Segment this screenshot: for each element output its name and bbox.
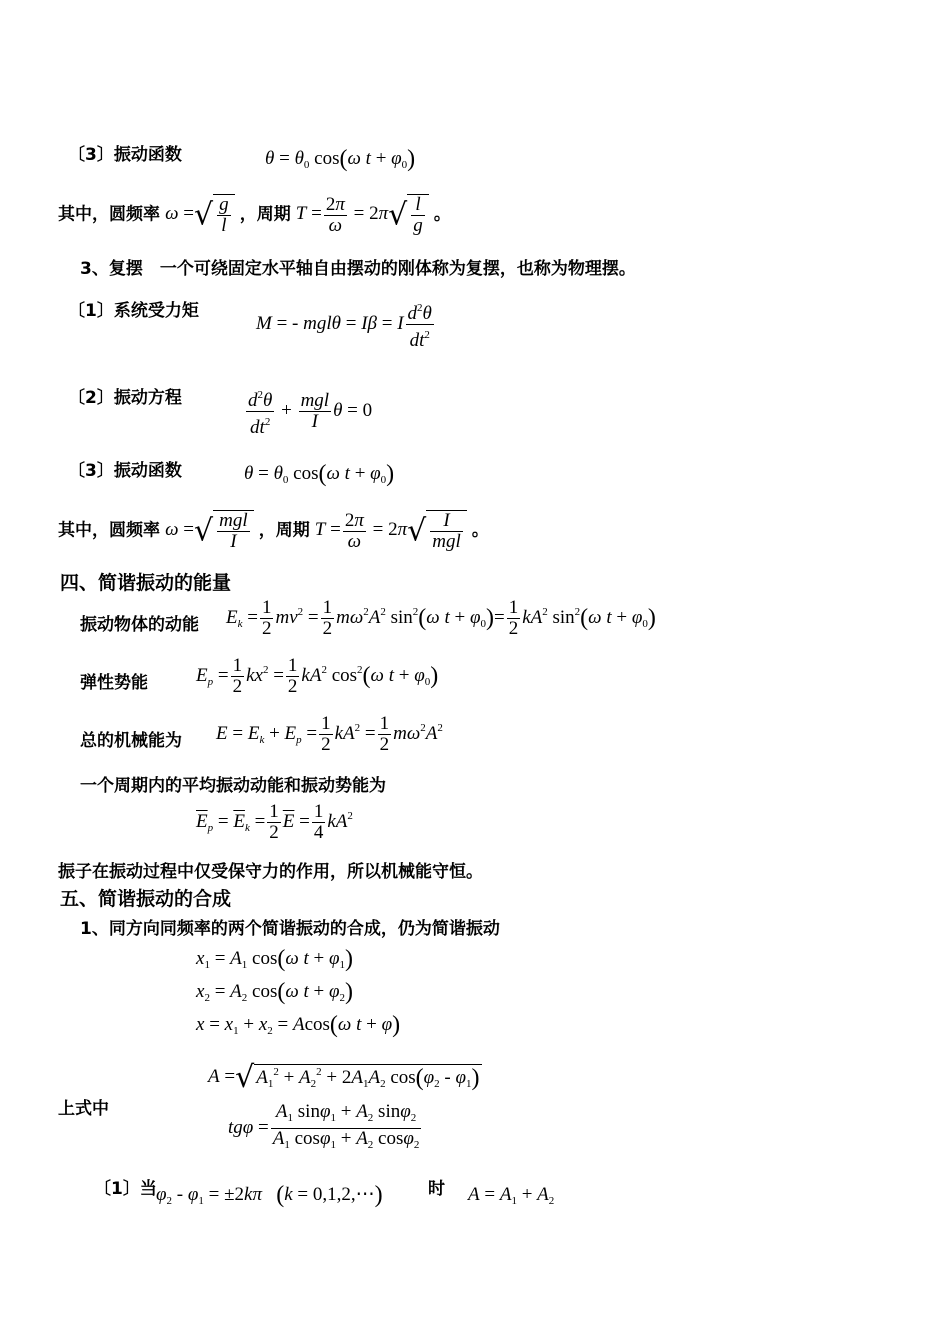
section-label: 〔3〕振动函数 bbox=[68, 461, 182, 481]
equation: $E_p$ = $\frac{1}{2}$ $kx^2$ = $\frac{1}{2}$ $kA^2$ $\cos^2(\omega$ $t + \varphi_0$) bbox=[196, 655, 439, 697]
text: 一个周期内的平均振动动能和振动势能为 bbox=[80, 776, 386, 796]
equation: $\theta = \theta_0$ cos(ω $t + \varphi_0$) bbox=[244, 461, 395, 487]
equation: $A = A_1 + A_2$ bbox=[468, 1184, 555, 1207]
text: 。 bbox=[433, 204, 451, 225]
equation: $\theta = \theta_0$ cos(ω $t + \varphi_0$) bbox=[265, 146, 416, 172]
text: ，周期 bbox=[239, 204, 291, 225]
section-label: 〔3〕振动函数 bbox=[68, 145, 182, 165]
text: 弹性势能 bbox=[80, 673, 148, 693]
equation: $E_k$ = $\frac{1}{2}$ $mv^2$ = $\frac{1}{2}$ $m\omega^2A^2$ $\sin^2(\omega$ $t + \varphi_0)=$ $\frac{1}{2}$ $kA^2$ $\sin^2(\omega$ $t + \varphi_0$) bbox=[226, 597, 656, 639]
equation: A =√ $A_1^2 + A_2^2 + 2A_1A_2$ $\cos(\varphi_2 - \varphi_1)$ bbox=[208, 1060, 480, 1095]
text: 。 bbox=[471, 520, 489, 541]
equation: M = - mglθ = Iβ = I $\frac{d^2\theta}{dt^2}$ bbox=[256, 298, 436, 351]
equation: $\varphi_2 - \varphi_1 = \pm 2k\pi$ (k = 0,1,2,⋯) bbox=[156, 1182, 383, 1208]
text: 其中，圆频率 bbox=[58, 520, 160, 541]
equation: tgφ = $\frac{A_1 \sin\varphi_1 + A_2 \sin\varphi_2}{A_1 \cos\varphi_1 + A_2 \cos\varphi_2}$ bbox=[228, 1101, 420, 1151]
equation: ω =√ $\frac{g}{l}$ bbox=[165, 203, 235, 224]
section-label: 〔1〕系统受力矩 bbox=[68, 301, 199, 321]
paragraph: 振子在振动过程中仅受保守力的作用，所以机械能守恒。 bbox=[58, 862, 483, 882]
section-heading: 五、简谐振动的合成 bbox=[60, 888, 232, 910]
text-line bbox=[58, 194, 451, 236]
equation: ω =√ $\frac{\text{mgl}}{I}$ bbox=[165, 519, 254, 540]
equation: $E = E_k + E_p$ = $\frac{1}{2}$ $kA^2$ = $\frac{1}{2}$ $m\omega^2A^2$ bbox=[216, 713, 443, 755]
equation: T = $\frac{2\pi}{\omega}$ = 2π√ $\frac{I}{\text{mgl}}$ bbox=[315, 519, 467, 540]
section-heading: 四、简谐振动的能量 bbox=[60, 572, 232, 594]
section-label: 〔2〕振动方程 bbox=[68, 388, 182, 408]
text: 时 bbox=[428, 1179, 445, 1199]
text: 1、同方向同频率的两个简谐振动的合成，仍为简谐振动 bbox=[80, 919, 500, 939]
text: 振动物体的动能 bbox=[80, 615, 199, 635]
equation: $\frac{d^2\theta}{dt^2}$ + $\frac{\text{mgl}}{I}$ θ = 0 bbox=[244, 385, 372, 438]
equation: $x = x_1 + x_2 = Acos(\omega$ t + φ) bbox=[196, 1012, 401, 1038]
text-line bbox=[58, 510, 489, 552]
text: ，周期 bbox=[258, 520, 310, 541]
text: 总的机械能为 bbox=[80, 731, 182, 751]
equation: $x_1 = A_1$ cos(ω $t + \varphi_1$) bbox=[196, 946, 354, 972]
equation: $x_2 = A_2$ cos(ω $t + \varphi_2$) bbox=[196, 979, 354, 1005]
equation: $\overline{E}_p = \overline{E}_k$ = $\frac{1}{2}$ $\overline{E}$ = $\frac{1}{4}$ $kA^2$ bbox=[196, 801, 353, 843]
text: 上式中 bbox=[58, 1099, 109, 1119]
paragraph: 3、复摆 一个可绕固定水平轴自由摆动的刚体称为复摆，也称为物理摆。 bbox=[80, 259, 636, 279]
equation: T = $\frac{2\pi}{\omega}$ = 2π√ $\frac{l}{g}$ bbox=[296, 203, 429, 224]
text: 〔1〕当 bbox=[94, 1179, 157, 1199]
text: 其中，圆频率 bbox=[58, 204, 160, 225]
